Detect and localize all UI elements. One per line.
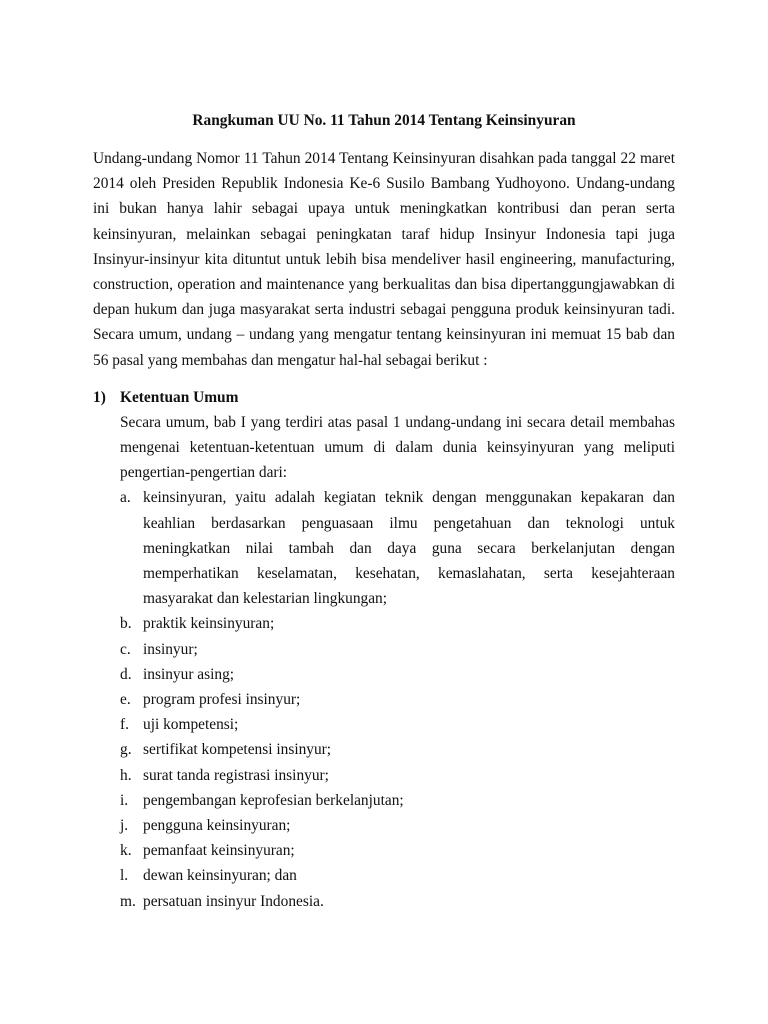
list-item	[120, 687, 675, 712]
list-item-text: pengembangan keprofesian berkelanjutan;	[143, 791, 404, 809]
list-item	[120, 662, 675, 687]
list-item	[120, 889, 675, 914]
intro-paragraph: Undang-undang Nomor 11 Tahun 2014 Tentang Keinsinyuran disahkan pada tanggal 22 maret 2014 oleh Presiden Republik Indonesia Ke-6 Susilo Bambang Yudhoyono. Undang-undang ini bukan hanya lahir sebagai upaya untuk meningkatkan kontribusi dan peran serta keinsinyuran, melainkan sebagai peningkatan taraf hidup Insinyur Indonesia tapi juga Insinyur-insinyur kita dituntut untuk lebih bisa mendeliver hasil engineering, manufacturing, construction, operation and maintenance yang berkualitas dan bisa dipertanggungjawabkan di depan hukum dan juga masyarakat serta industri sebagai pengguna produk keinsinyuran tadi. Secara umum, undang – undang yang mengatur tentang keinsinyuran ini memuat 15 bab dan 56 pasal yang membahas dan mengatur hal-hal sebagai berikut :	[93, 150, 675, 369]
definition-list	[120, 485, 675, 913]
list-item-text: dewan keinsinyuran; dan	[143, 867, 297, 885]
list-item-letter: e.	[120, 691, 131, 709]
list-item-letter: f.	[120, 716, 129, 734]
list-item-letter: k.	[120, 842, 132, 860]
list-item-letter: i.	[120, 791, 129, 809]
list-item-text: praktik keinsinyuran;	[143, 615, 275, 633]
list-item	[120, 611, 675, 636]
list-item-letter: g.	[120, 741, 132, 759]
list-item-text: program profesi insinyur;	[143, 691, 301, 709]
list-item	[120, 838, 675, 863]
list-item	[120, 788, 675, 813]
list-item-letter: d.	[120, 665, 132, 683]
list-item-text: insinyur;	[143, 640, 198, 658]
list-item-text: persatuan insinyur Indonesia.	[143, 892, 324, 910]
list-item-text: keinsinyuran, yaitu adalah kegiatan teknik dengan menggunakan kepakaran dan keahlian berdasarkan penguasaan ilmu pengetahuan dan teknologi untuk meningkatkan nilai tambah dan daya guna secara berkelanjutan dengan memperhatikan keselamatan, kesehatan, kemaslahatan, serta kesejahteraan masyarakat dan kelestarian lingkungan;	[143, 489, 675, 608]
section-ketentuan-umum	[93, 385, 675, 914]
list-item-text: sertifikat kompetensi insinyur;	[143, 741, 332, 759]
list-item	[120, 763, 675, 788]
section-description: Secara umum, bab I yang terdiri atas pasal 1 undang-undang ini secara detail membahas mengenai ketentuan-ketentuan umum di dalam dunia keinsyinyuran yang meliputi pengertian-pengertian dari:	[120, 413, 675, 482]
list-item-text: insinyur asing;	[143, 665, 235, 683]
list-item-letter: c.	[120, 640, 131, 658]
list-item	[120, 485, 675, 611]
list-item-text: surat tanda registrasi insinyur;	[143, 766, 329, 784]
list-item	[120, 712, 675, 737]
list-item-letter: j.	[120, 817, 129, 835]
list-item	[120, 737, 675, 762]
list-item-letter: a.	[120, 489, 131, 507]
list-item	[120, 813, 675, 838]
list-item-text: pengguna keinsinyuran;	[143, 817, 291, 835]
list-item-letter: b.	[120, 615, 132, 633]
document-page	[93, 108, 675, 914]
section-heading: Ketentuan Umum	[120, 388, 239, 406]
list-item-letter: m.	[120, 892, 136, 910]
section-number: 1)	[93, 388, 106, 406]
list-item-text: uji kompetensi;	[143, 716, 239, 734]
list-item	[120, 863, 675, 888]
list-item-letter: l.	[120, 867, 129, 885]
section-body	[120, 410, 675, 914]
document-title: Rangkuman UU No. 11 Tahun 2014 Tentang Keinsinyuran	[192, 112, 576, 129]
section-heading-row	[93, 385, 675, 410]
list-item-text: pemanfaat keinsinyuran;	[143, 842, 295, 860]
list-item	[120, 637, 675, 662]
list-item-letter: h.	[120, 766, 132, 784]
